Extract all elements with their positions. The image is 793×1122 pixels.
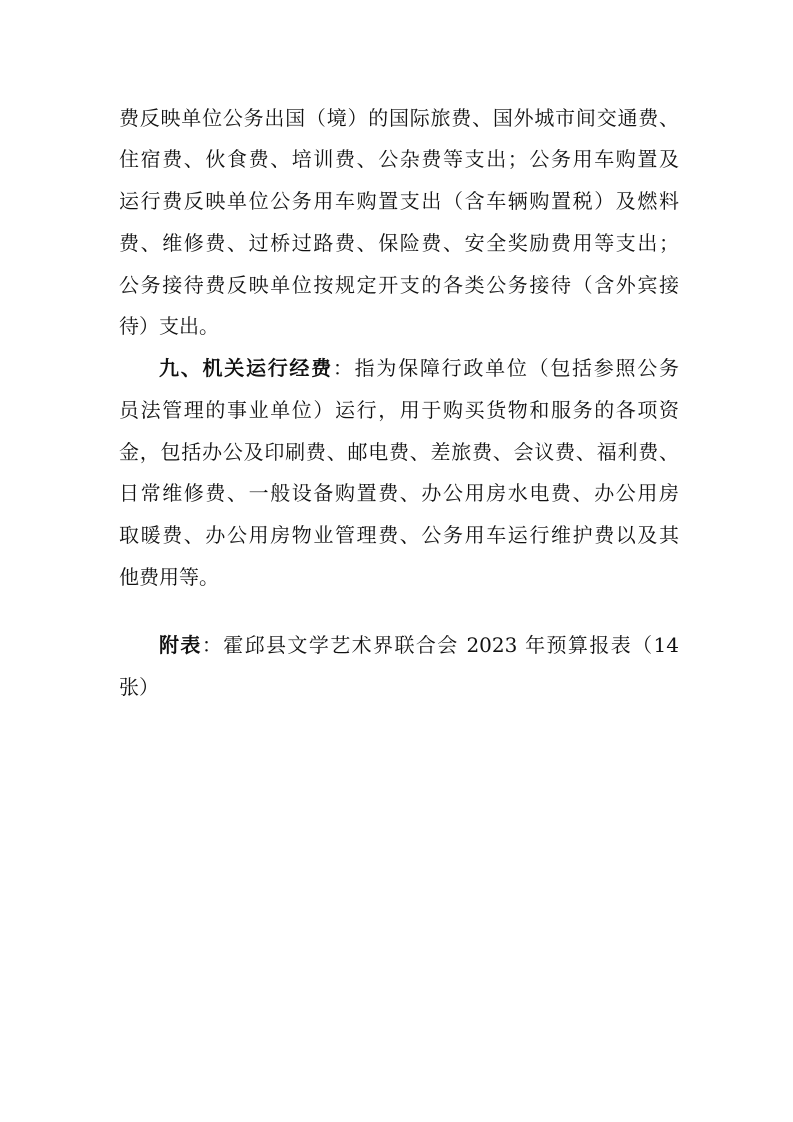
section-9-text: ：指为保障行政单位（包括参照公务 bbox=[332, 356, 680, 380]
section-9-heading: 九、机关运行经费 bbox=[159, 356, 333, 380]
attachment-first-line bbox=[159, 630, 679, 660]
paragraph-line: 住宿费、伙食费、培训费、公杂费等支出；公务用车购置及 bbox=[119, 147, 679, 171]
paragraph-line: 公务接待费反映单位按规定开支的各类公务接待（含外宾接 bbox=[119, 273, 679, 297]
paragraph-line: 运行费反映单位公务用车购置支出（含车辆购置税）及燃料 bbox=[119, 189, 679, 213]
paragraph-line: 员法管理的事业单位）运行，用于购买货物和服务的各项资 bbox=[119, 398, 679, 422]
attachment-second-line: 张） bbox=[119, 675, 159, 699]
paragraph-line: 他费用等。 bbox=[119, 565, 219, 589]
paragraph-line: 待）支出。 bbox=[119, 314, 219, 338]
paragraph-line: 取暖费、办公用房物业管理费、公务用车运行维护费以及其 bbox=[119, 523, 679, 547]
attachment-text: ：霍邱县文学艺术界联合会 2023 年预算报表（14 bbox=[201, 633, 679, 657]
paragraph-line: 金，包括办公及印刷费、邮电费、差旅费、会议费、福利费、 bbox=[119, 440, 679, 464]
paragraph-line: 费、维修费、过桥过路费、保险费、安全奖励费用等支出； bbox=[119, 231, 679, 255]
paragraph-line: 费反映单位公务出国（境）的国际旅费、国外城市间交通费、 bbox=[119, 106, 679, 130]
attachment-label: 附表 bbox=[159, 633, 202, 657]
section-9-first-line bbox=[159, 353, 679, 383]
paragraph-line: 日常维修费、一般设备购置费、办公用房水电费、办公用房 bbox=[119, 481, 679, 505]
